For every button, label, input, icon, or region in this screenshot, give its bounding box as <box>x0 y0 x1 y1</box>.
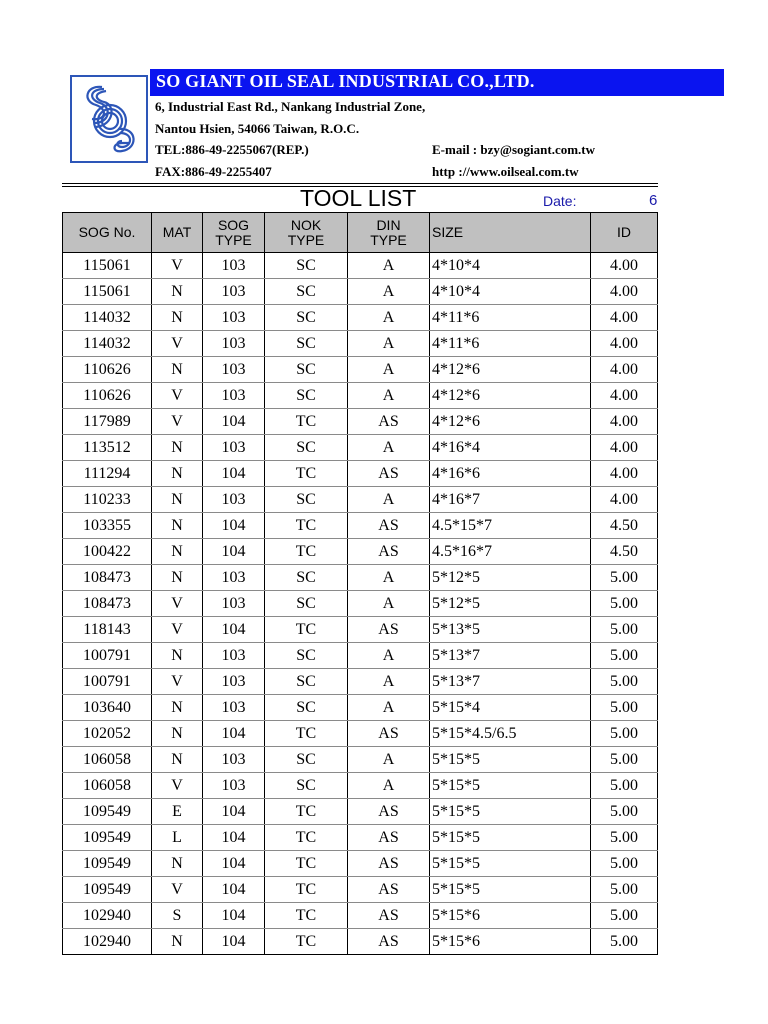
cell-sog-no: 115061 <box>63 253 152 279</box>
table-row <box>63 383 658 409</box>
cell-sog-no: 109549 <box>63 851 152 877</box>
cell-sog-type: 103 <box>203 565 265 591</box>
telephone: TEL:886-49-2255067(REP.) <box>155 142 309 157</box>
cell-size: 5*15*5 <box>430 877 591 903</box>
cell-sog-type: 104 <box>203 461 265 487</box>
cell-sog-type: 103 <box>203 591 265 617</box>
cell-sog-type: 103 <box>203 279 265 305</box>
table-row <box>63 643 658 669</box>
cell-sog-no: 110626 <box>63 357 152 383</box>
cell-din-type: A <box>348 643 430 669</box>
cell-sog-type: 103 <box>203 643 265 669</box>
cell-id: 5.00 <box>591 643 658 669</box>
cell-mat: N <box>152 747 203 773</box>
cell-mat: N <box>152 435 203 461</box>
cell-nok-type: TC <box>265 929 348 955</box>
cell-sog-type: 103 <box>203 487 265 513</box>
cell-mat: V <box>152 253 203 279</box>
table-row <box>63 617 658 643</box>
cell-nok-type: TC <box>265 799 348 825</box>
cell-nok-type: SC <box>265 435 348 461</box>
cell-sog-type: 103 <box>203 331 265 357</box>
cell-sog-no: 109549 <box>63 877 152 903</box>
table-row <box>63 409 658 435</box>
cell-din-type: A <box>348 331 430 357</box>
cell-nok-type: TC <box>265 851 348 877</box>
cell-mat: N <box>152 461 203 487</box>
cell-sog-no: 115061 <box>63 279 152 305</box>
address-line-1: 6, Industrial East Rd., Nankang Industrial Zone, <box>155 99 426 114</box>
cell-mat: N <box>152 851 203 877</box>
cell-size: 5*15*5 <box>430 825 591 851</box>
cell-nok-type: SC <box>265 305 348 331</box>
cell-size: 4*10*4 <box>430 279 591 305</box>
cell-id: 5.00 <box>591 851 658 877</box>
cell-id: 5.00 <box>591 591 658 617</box>
cell-nok-type: TC <box>265 721 348 747</box>
company-name: SO GIANT OIL SEAL INDUSTRIAL CO.,LTD. <box>156 71 535 91</box>
cell-mat: N <box>152 513 203 539</box>
cell-sog-no: 108473 <box>63 591 152 617</box>
cell-size: 5*13*7 <box>430 669 591 695</box>
cell-size: 4*12*6 <box>430 409 591 435</box>
cell-id: 4.50 <box>591 539 658 565</box>
column-header-mat: MAT <box>152 213 203 253</box>
cell-mat: V <box>152 877 203 903</box>
table-row <box>63 461 658 487</box>
column-header-id: ID <box>591 213 658 253</box>
cell-sog-type: 104 <box>203 825 265 851</box>
cell-sog-no: 110233 <box>63 487 152 513</box>
cell-mat: L <box>152 825 203 851</box>
cell-mat: V <box>152 617 203 643</box>
document-title: TOOL LIST <box>300 185 417 211</box>
header-divider <box>62 183 658 184</box>
date-value: 6 <box>649 192 658 209</box>
table-body <box>63 253 658 955</box>
cell-size: 4.5*16*7 <box>430 539 591 565</box>
table-row <box>63 435 658 461</box>
cell-size: 5*15*6 <box>430 903 591 929</box>
cell-nok-type: SC <box>265 747 348 773</box>
cell-mat: V <box>152 331 203 357</box>
cell-sog-type: 104 <box>203 929 265 955</box>
cell-nok-type: SC <box>265 383 348 409</box>
cell-id: 4.00 <box>591 409 658 435</box>
cell-din-type: A <box>348 435 430 461</box>
cell-din-type: A <box>348 747 430 773</box>
cell-id: 4.00 <box>591 305 658 331</box>
cell-sog-no: 114032 <box>63 331 152 357</box>
cell-size: 4*16*6 <box>430 461 591 487</box>
cell-sog-no: 109549 <box>63 799 152 825</box>
cell-nok-type: SC <box>265 773 348 799</box>
cell-mat: N <box>152 305 203 331</box>
cell-din-type: A <box>348 279 430 305</box>
cell-mat: N <box>152 487 203 513</box>
cell-sog-type: 103 <box>203 357 265 383</box>
cell-sog-no: 111294 <box>63 461 152 487</box>
table-row <box>63 721 658 747</box>
cell-din-type: A <box>348 253 430 279</box>
cell-id: 5.00 <box>591 929 658 955</box>
cell-din-type: A <box>348 695 430 721</box>
cell-sog-type: 104 <box>203 513 265 539</box>
cell-sog-type: 104 <box>203 409 265 435</box>
cell-sog-type: 104 <box>203 539 265 565</box>
table-row <box>63 669 658 695</box>
cell-id: 4.00 <box>591 279 658 305</box>
cell-sog-type: 104 <box>203 721 265 747</box>
cell-mat: N <box>152 279 203 305</box>
cell-size: 4*10*4 <box>430 253 591 279</box>
table-row <box>63 747 658 773</box>
cell-din-type: A <box>348 669 430 695</box>
cell-id: 4.00 <box>591 383 658 409</box>
table-row <box>63 591 658 617</box>
cell-din-type: AS <box>348 461 430 487</box>
cell-sog-type: 103 <box>203 253 265 279</box>
cell-sog-type: 104 <box>203 851 265 877</box>
cell-nok-type: SC <box>265 357 348 383</box>
cell-size: 5*13*7 <box>430 643 591 669</box>
cell-sog-type: 103 <box>203 773 265 799</box>
cell-din-type: A <box>348 487 430 513</box>
cell-din-type: AS <box>348 877 430 903</box>
cell-sog-type: 103 <box>203 305 265 331</box>
cell-id: 4.00 <box>591 331 658 357</box>
cell-sog-no: 110626 <box>63 383 152 409</box>
table-row <box>63 279 658 305</box>
cell-size: 5*15*5 <box>430 851 591 877</box>
cell-mat: S <box>152 903 203 929</box>
cell-nok-type: TC <box>265 539 348 565</box>
sog-logo-icon <box>72 77 146 161</box>
cell-sog-no: 106058 <box>63 773 152 799</box>
cell-din-type: AS <box>348 851 430 877</box>
cell-sog-type: 104 <box>203 799 265 825</box>
fax: FAX:886-49-2255407 <box>155 164 272 179</box>
cell-mat: V <box>152 669 203 695</box>
table-row <box>63 513 658 539</box>
cell-nok-type: TC <box>265 513 348 539</box>
cell-sog-type: 104 <box>203 617 265 643</box>
cell-mat: V <box>152 773 203 799</box>
cell-id: 5.00 <box>591 721 658 747</box>
cell-mat: N <box>152 643 203 669</box>
cell-din-type: AS <box>348 539 430 565</box>
cell-din-type: A <box>348 591 430 617</box>
cell-nok-type: SC <box>265 565 348 591</box>
cell-din-type: AS <box>348 513 430 539</box>
cell-id: 5.00 <box>591 565 658 591</box>
table-row <box>63 773 658 799</box>
cell-sog-no: 102052 <box>63 721 152 747</box>
cell-mat: N <box>152 695 203 721</box>
table-row <box>63 877 658 903</box>
cell-size: 5*15*5 <box>430 799 591 825</box>
cell-id: 5.00 <box>591 695 658 721</box>
cell-id: 4.00 <box>591 435 658 461</box>
cell-nok-type: SC <box>265 487 348 513</box>
column-header-sog-no: SOG No. <box>63 213 152 253</box>
cell-sog-type: 104 <box>203 903 265 929</box>
cell-din-type: AS <box>348 825 430 851</box>
cell-mat: N <box>152 929 203 955</box>
cell-id: 5.00 <box>591 903 658 929</box>
cell-id: 4.00 <box>591 357 658 383</box>
tool-list-table <box>62 212 658 955</box>
date-label: Date: <box>543 193 577 209</box>
cell-size: 5*15*4.5/6.5 <box>430 721 591 747</box>
table-row <box>63 903 658 929</box>
cell-sog-no: 103640 <box>63 695 152 721</box>
column-header-din-type: DIN TYPE <box>348 213 430 253</box>
column-header-nok-type: NOK TYPE <box>265 213 348 253</box>
cell-din-type: A <box>348 305 430 331</box>
cell-id: 5.00 <box>591 877 658 903</box>
table-row <box>63 305 658 331</box>
cell-sog-no: 113512 <box>63 435 152 461</box>
cell-id: 5.00 <box>591 799 658 825</box>
cell-nok-type: SC <box>265 695 348 721</box>
cell-size: 4*16*7 <box>430 487 591 513</box>
cell-din-type: A <box>348 773 430 799</box>
cell-id: 4.00 <box>591 487 658 513</box>
cell-id: 4.00 <box>591 253 658 279</box>
cell-sog-type: 103 <box>203 695 265 721</box>
cell-mat: V <box>152 409 203 435</box>
email: E-mail : bzy@sogiant.com.tw <box>432 142 596 157</box>
cell-size: 4*12*6 <box>430 383 591 409</box>
cell-id: 5.00 <box>591 617 658 643</box>
cell-din-type: AS <box>348 903 430 929</box>
cell-din-type: A <box>348 383 430 409</box>
cell-id: 4.00 <box>591 461 658 487</box>
cell-sog-type: 103 <box>203 747 265 773</box>
cell-size: 5*15*4 <box>430 695 591 721</box>
cell-nok-type: TC <box>265 877 348 903</box>
cell-sog-no: 100422 <box>63 539 152 565</box>
table-header-row <box>63 213 658 253</box>
cell-din-type: AS <box>348 929 430 955</box>
cell-id: 5.00 <box>591 669 658 695</box>
cell-din-type: AS <box>348 409 430 435</box>
cell-mat: N <box>152 565 203 591</box>
company-name-bar <box>150 69 724 96</box>
cell-din-type: AS <box>348 721 430 747</box>
cell-nok-type: TC <box>265 409 348 435</box>
cell-sog-no: 108473 <box>63 565 152 591</box>
website: http ://www.oilseal.com.tw <box>432 164 579 179</box>
cell-size: 5*12*5 <box>430 565 591 591</box>
cell-nok-type: SC <box>265 253 348 279</box>
cell-nok-type: TC <box>265 903 348 929</box>
cell-nok-type: TC <box>265 617 348 643</box>
table-row <box>63 487 658 513</box>
cell-nok-type: SC <box>265 643 348 669</box>
cell-din-type: AS <box>348 617 430 643</box>
cell-sog-type: 104 <box>203 877 265 903</box>
cell-nok-type: SC <box>265 279 348 305</box>
cell-size: 4.5*15*7 <box>430 513 591 539</box>
table-row <box>63 851 658 877</box>
table-row <box>63 565 658 591</box>
cell-sog-no: 109549 <box>63 825 152 851</box>
cell-sog-no: 117989 <box>63 409 152 435</box>
cell-sog-no: 118143 <box>63 617 152 643</box>
cell-nok-type: SC <box>265 331 348 357</box>
cell-size: 5*12*5 <box>430 591 591 617</box>
cell-size: 5*15*5 <box>430 773 591 799</box>
cell-mat: N <box>152 721 203 747</box>
table-row <box>63 539 658 565</box>
cell-id: 5.00 <box>591 825 658 851</box>
cell-sog-no: 102940 <box>63 929 152 955</box>
cell-nok-type: SC <box>265 669 348 695</box>
cell-sog-no: 103355 <box>63 513 152 539</box>
cell-id: 5.00 <box>591 773 658 799</box>
column-header-size: SIZE <box>430 213 591 253</box>
cell-din-type: A <box>348 357 430 383</box>
cell-mat: E <box>152 799 203 825</box>
cell-size: 4*12*6 <box>430 357 591 383</box>
cell-size: 4*11*6 <box>430 331 591 357</box>
table-row <box>63 825 658 851</box>
table-row <box>63 929 658 955</box>
cell-size: 5*15*6 <box>430 929 591 955</box>
cell-din-type: A <box>348 565 430 591</box>
cell-size: 4*16*4 <box>430 435 591 461</box>
cell-sog-no: 100791 <box>63 669 152 695</box>
cell-sog-type: 103 <box>203 435 265 461</box>
cell-mat: N <box>152 357 203 383</box>
table-row <box>63 253 658 279</box>
cell-mat: V <box>152 591 203 617</box>
column-header-sog-type: SOG TYPE <box>203 213 265 253</box>
address-line-2: Nantou Hsien, 54066 Taiwan, R.O.C. <box>155 121 360 136</box>
table-row <box>63 695 658 721</box>
cell-sog-no: 100791 <box>63 643 152 669</box>
cell-sog-type: 103 <box>203 383 265 409</box>
cell-id: 5.00 <box>591 747 658 773</box>
cell-nok-type: TC <box>265 461 348 487</box>
table-row <box>63 799 658 825</box>
cell-size: 5*13*5 <box>430 617 591 643</box>
cell-nok-type: TC <box>265 825 348 851</box>
cell-id: 4.50 <box>591 513 658 539</box>
cell-mat: V <box>152 383 203 409</box>
cell-sog-type: 103 <box>203 669 265 695</box>
cell-sog-no: 102940 <box>63 903 152 929</box>
cell-mat: N <box>152 539 203 565</box>
company-logo <box>70 75 148 163</box>
cell-din-type: AS <box>348 799 430 825</box>
table-row <box>63 331 658 357</box>
cell-size: 4*11*6 <box>430 305 591 331</box>
cell-sog-no: 106058 <box>63 747 152 773</box>
cell-sog-no: 114032 <box>63 305 152 331</box>
table-row <box>63 357 658 383</box>
cell-nok-type: SC <box>265 591 348 617</box>
cell-size: 5*15*5 <box>430 747 591 773</box>
